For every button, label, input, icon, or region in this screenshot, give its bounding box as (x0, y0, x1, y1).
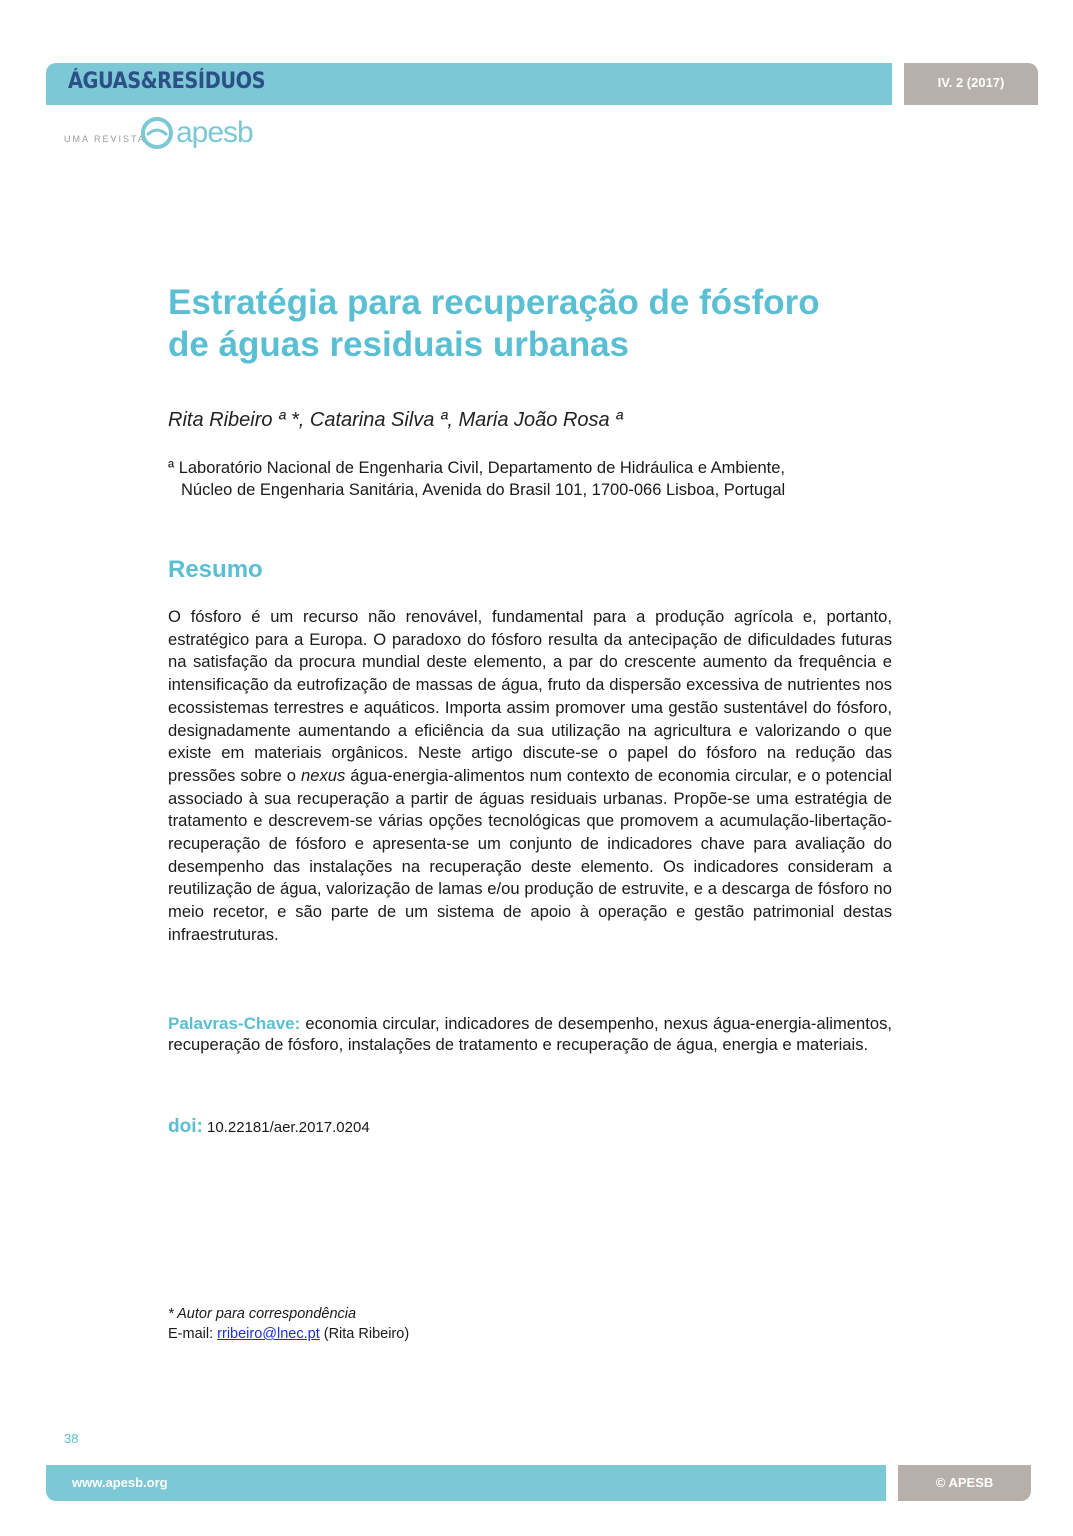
authors: Rita Ribeiro ª *, Catarina Silva ª, Maria João Rosa ª (168, 409, 623, 431)
apesb-swirl-icon (140, 116, 174, 150)
abstract-text (168, 606, 892, 947)
keywords-label: Palavras-Chave: (168, 1014, 301, 1033)
issue-badge (904, 63, 1038, 105)
abstract-part: água-energia-alimentos num contexto de economia circular, e o potencial associado à sua recuperação a partir de águas residuais urbanas. Propõe-se uma estratégia de tratamento e descrevem-se várias opções tecnológicas que promovem a acumulação-libertação-recuperação de fósforo e apresenta-se um conjunto de indicadores chave para avaliação do desempenho das instalações na recuperação deste elemento. Os indicadores consideram a reutilização de água, valorização de lamas e/ou produção de estruvite, e a descarga de fósforo no meio recetor, e são parte de um sistema de apoio à operação e gestão patrimonial destas infraestruturas. (168, 765, 892, 944)
email-link[interactable]: rribeiro@lnec.pt (217, 1326, 320, 1342)
footnote (168, 1304, 409, 1344)
journal-brand: ÁGUAS&RESÍDUOS (68, 69, 266, 94)
doi (168, 1116, 370, 1138)
tagline: UMA REVISTA (64, 134, 146, 144)
copyright: © APESB (935, 1475, 994, 1490)
publisher-logo (64, 114, 264, 154)
article-title (168, 282, 928, 366)
email-owner: (Rita Ribeiro) (323, 1326, 410, 1342)
header-bar (46, 63, 892, 105)
footer-bar (46, 1465, 886, 1501)
correspondence-note: * Autor para correspondência (168, 1306, 357, 1322)
title-line: de águas residuais urbanas (168, 325, 630, 364)
publisher-name: apesb (176, 116, 253, 149)
footer-url: www.apesb.org (72, 1475, 168, 1490)
abstract-part: O fósforo é um recurso não renovável, fundamental para a produção agrícola e, portanto, estratégico para a Europa. O paradoxo do fósforo resulta da antecipação de dificuldades futuras na satisfação da procura mundial deste elemento, a par do crescente aumento da frequência e intensificação da eutrofização de massas de água, fruto da dispersão excessiva de nutrientes nos ecossistemas terrestres e aquáticos. Importa assim promover uma gestão sustentável do fósforo, designadamente aumentando a eficiência da sua utilização na agricultura e valorizando o que existe em materiais orgânicos. Neste artigo discute-se o papel do fósforo na redução das pressões sobre o (168, 607, 892, 785)
affiliation-line: ª Laboratório Nacional de Engenharia Civil, Departamento de Hidráulica e Ambiente, (168, 459, 785, 477)
title-line: Estratégia para recuperação de fósforo (168, 283, 820, 322)
keywords (168, 1013, 892, 1055)
issue-label: IV. 2 (2017) (937, 75, 1005, 90)
page-number: 38 (64, 1431, 79, 1446)
abstract-heading: Resumo (168, 556, 263, 583)
keywords-text: economia circular, indicadores de desempenho, nexus água-energia-alimentos, recuperação de fósforo, instalações de tratamento e recuperação de água, energia e materiais. (168, 1014, 892, 1054)
doi-label: doi: (168, 1116, 203, 1137)
footer-copyright-box (898, 1465, 1031, 1501)
affiliation (168, 457, 888, 501)
email-label: E-mail: (168, 1326, 214, 1342)
doi-value: 10.22181/aer.2017.0204 (207, 1119, 370, 1136)
abstract-italic-term: nexus (301, 765, 346, 785)
affiliation-line: Núcleo de Engenharia Sanitária, Avenida do Brasil 101, 1700-066 Lisboa, Portugal (181, 481, 786, 499)
